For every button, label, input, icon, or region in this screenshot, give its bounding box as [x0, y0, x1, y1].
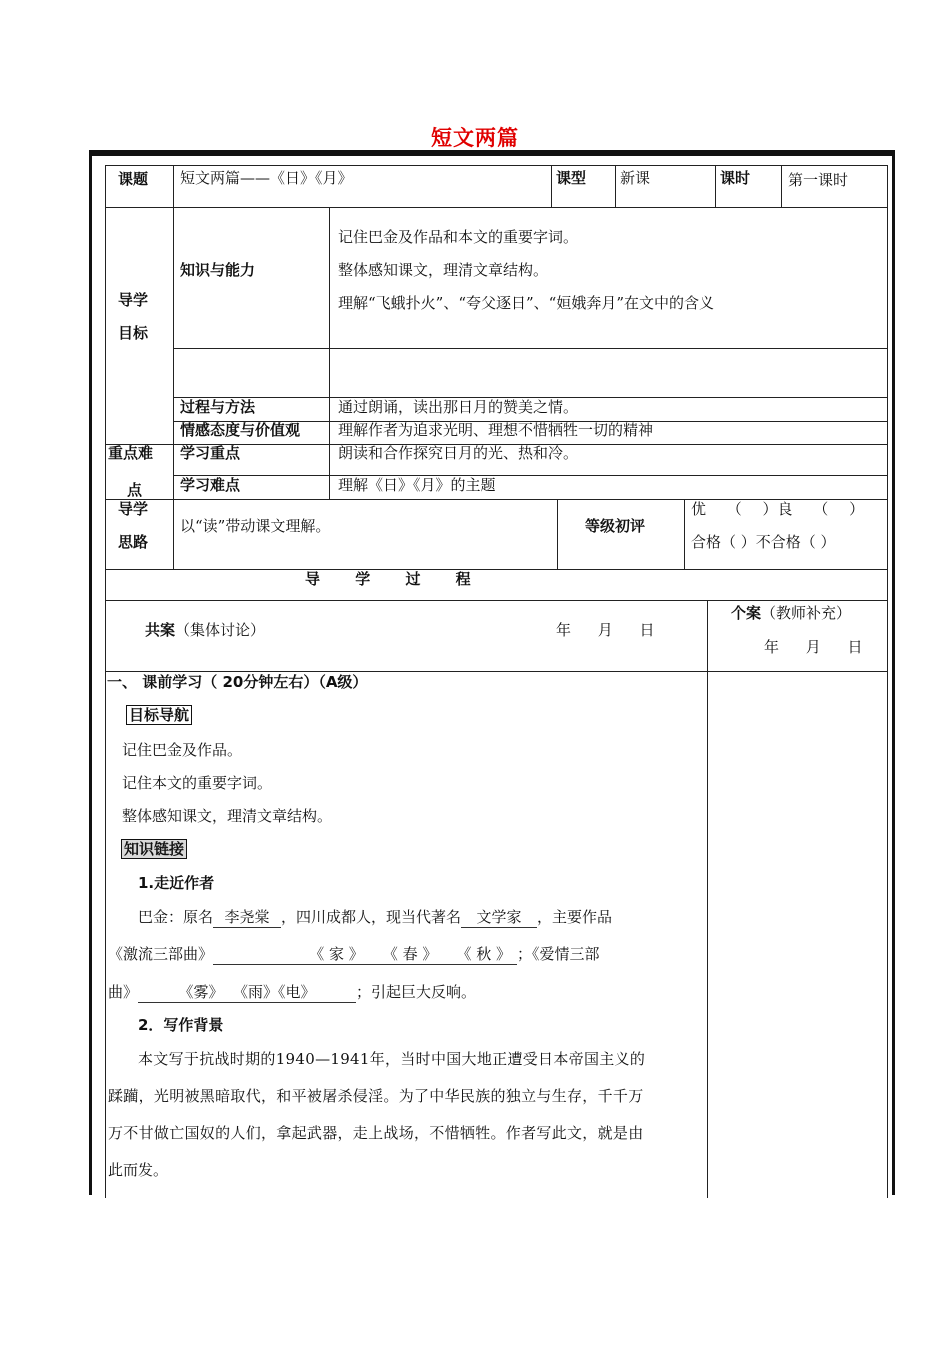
period-label: 课时 — [720, 169, 751, 187]
personal-plan-heading — [731, 602, 851, 623]
shared-note: （集体讨论） — [175, 621, 266, 639]
lesson-type-label: 课型 — [556, 169, 587, 187]
approach-label-2: 思路 — [118, 533, 149, 551]
personal-date: 年 月 日 — [764, 638, 863, 656]
personal-label: 个案 — [731, 604, 762, 622]
nav-item-3: 整体感知课文，理清文章结构。 — [122, 807, 333, 825]
trilogy2-label-b: 曲》 — [108, 983, 139, 1001]
work-jia: 《 家 》 — [309, 945, 364, 963]
focus-value: 朗读和合作探究日月的光、热和冷。 — [338, 444, 579, 462]
sub1-heading: 1.走近作者 — [138, 874, 215, 892]
author-post: ，主要作品 — [537, 908, 613, 926]
grade-label: 等级初评 — [585, 517, 646, 535]
background-line-3: 万不甘做亡国奴的人们，拿起武器，走上战场，不惜牺牲。作者写此文，就是由 — [108, 1124, 644, 1142]
nav-item-1: 记住巴金及作品。 — [122, 741, 243, 759]
personal-note: （教师补充） — [761, 604, 852, 622]
difficulty-label: 学习难点 — [180, 476, 241, 494]
author-line-3 — [108, 981, 476, 1003]
knowledge-item-3: 理解“飞蛾扑火”、“夸父逐日”、“姮娥奔月”在文中的含义 — [338, 294, 715, 312]
work-dian: 《电》 — [278, 983, 316, 1001]
author-line-2 — [108, 943, 600, 965]
knowledge-label: 知识与能力 — [180, 261, 256, 279]
knowledge-item-2: 整体感知课文，理清文章结构。 — [338, 261, 549, 279]
keypoints-label-1: 重点难 — [108, 444, 154, 462]
goals-label-2: 目标 — [118, 324, 149, 342]
author-line-1 — [138, 906, 612, 928]
focus-label: 学习重点 — [180, 444, 241, 462]
trilogy2-label: ；《爱情三部 — [517, 945, 600, 963]
goals-label-1: 导学 — [118, 291, 149, 309]
topic-label: 课题 — [118, 170, 149, 188]
process-value: 通过朗诵，读出那日月的赞美之情。 — [338, 398, 579, 416]
period-value: 第一课时 — [788, 171, 849, 189]
section1-heading: 一、 课前学习（ 20分钟左右）（A级） — [107, 673, 368, 691]
keypoints-label-2: 点 — [127, 481, 143, 499]
nav-label: 目标导航 — [126, 705, 192, 725]
work-chun: 《 春 》 — [382, 945, 438, 963]
background-line-4: 此而发。 — [108, 1161, 169, 1179]
background-line-1: 本文写于抗战时期的1940—1941年，当时中国大地正遭受日本帝国主义的 — [138, 1050, 646, 1068]
trilogy1-label: 《激流三部曲》 — [108, 945, 214, 963]
trilogy1-works — [213, 943, 517, 965]
author-realname: 李尧棠 — [213, 906, 281, 928]
sub2-heading: 2．写作背景 — [138, 1016, 224, 1034]
topic-value: 短文两篇——《日》《月》 — [180, 169, 353, 187]
author-title: 文学家 — [461, 906, 537, 928]
difficulty-value: 理解《日》《月》的主题 — [338, 476, 496, 494]
nav-item-2: 记住本文的重要字词。 — [122, 774, 273, 792]
work-yu: 《雨》 — [233, 983, 279, 1001]
author-pre: 巴金：原名 — [138, 908, 214, 926]
shared-label: 共案 — [145, 621, 176, 639]
shared-date: 年 月 日 — [556, 621, 655, 639]
lesson-type-value: 新课 — [620, 169, 651, 187]
author-end: ；引起巨大反响。 — [356, 983, 477, 1001]
author-mid: ，四川成都人，现当代著名 — [281, 908, 462, 926]
grade-line-1: 优 （ ）良 （ ） — [691, 500, 865, 518]
approach-label-1: 导学 — [118, 500, 149, 518]
process-header: 导 学 过 程 — [305, 570, 471, 588]
emotion-value: 理解作者为追求光明、理想不惜牺牲一切的精神 — [338, 421, 654, 439]
link-label: 知识链接 — [121, 839, 187, 859]
trilogy2-works — [138, 981, 356, 1003]
emotion-label: 情感态度与价值观 — [180, 421, 301, 439]
approach-value: 以“读”带动课文理解。 — [180, 517, 331, 535]
work-wu: 《雾》 — [178, 983, 224, 1001]
knowledge-item-1: 记住巴金及作品和本文的重要字词。 — [338, 228, 579, 246]
work-qiu: 《 秋 》 — [456, 945, 512, 963]
background-line-2: 蹂躏，光明被黑暗取代，和平被屠杀侵淫。为了中华民族的独立与生存，千千万 — [108, 1087, 644, 1105]
grade-line-2: 合格（ ）不合格（ ） — [691, 533, 836, 551]
document-title: 短文两篇 — [431, 126, 519, 150]
process-label: 过程与方法 — [180, 398, 256, 416]
shared-plan-heading — [145, 619, 265, 640]
